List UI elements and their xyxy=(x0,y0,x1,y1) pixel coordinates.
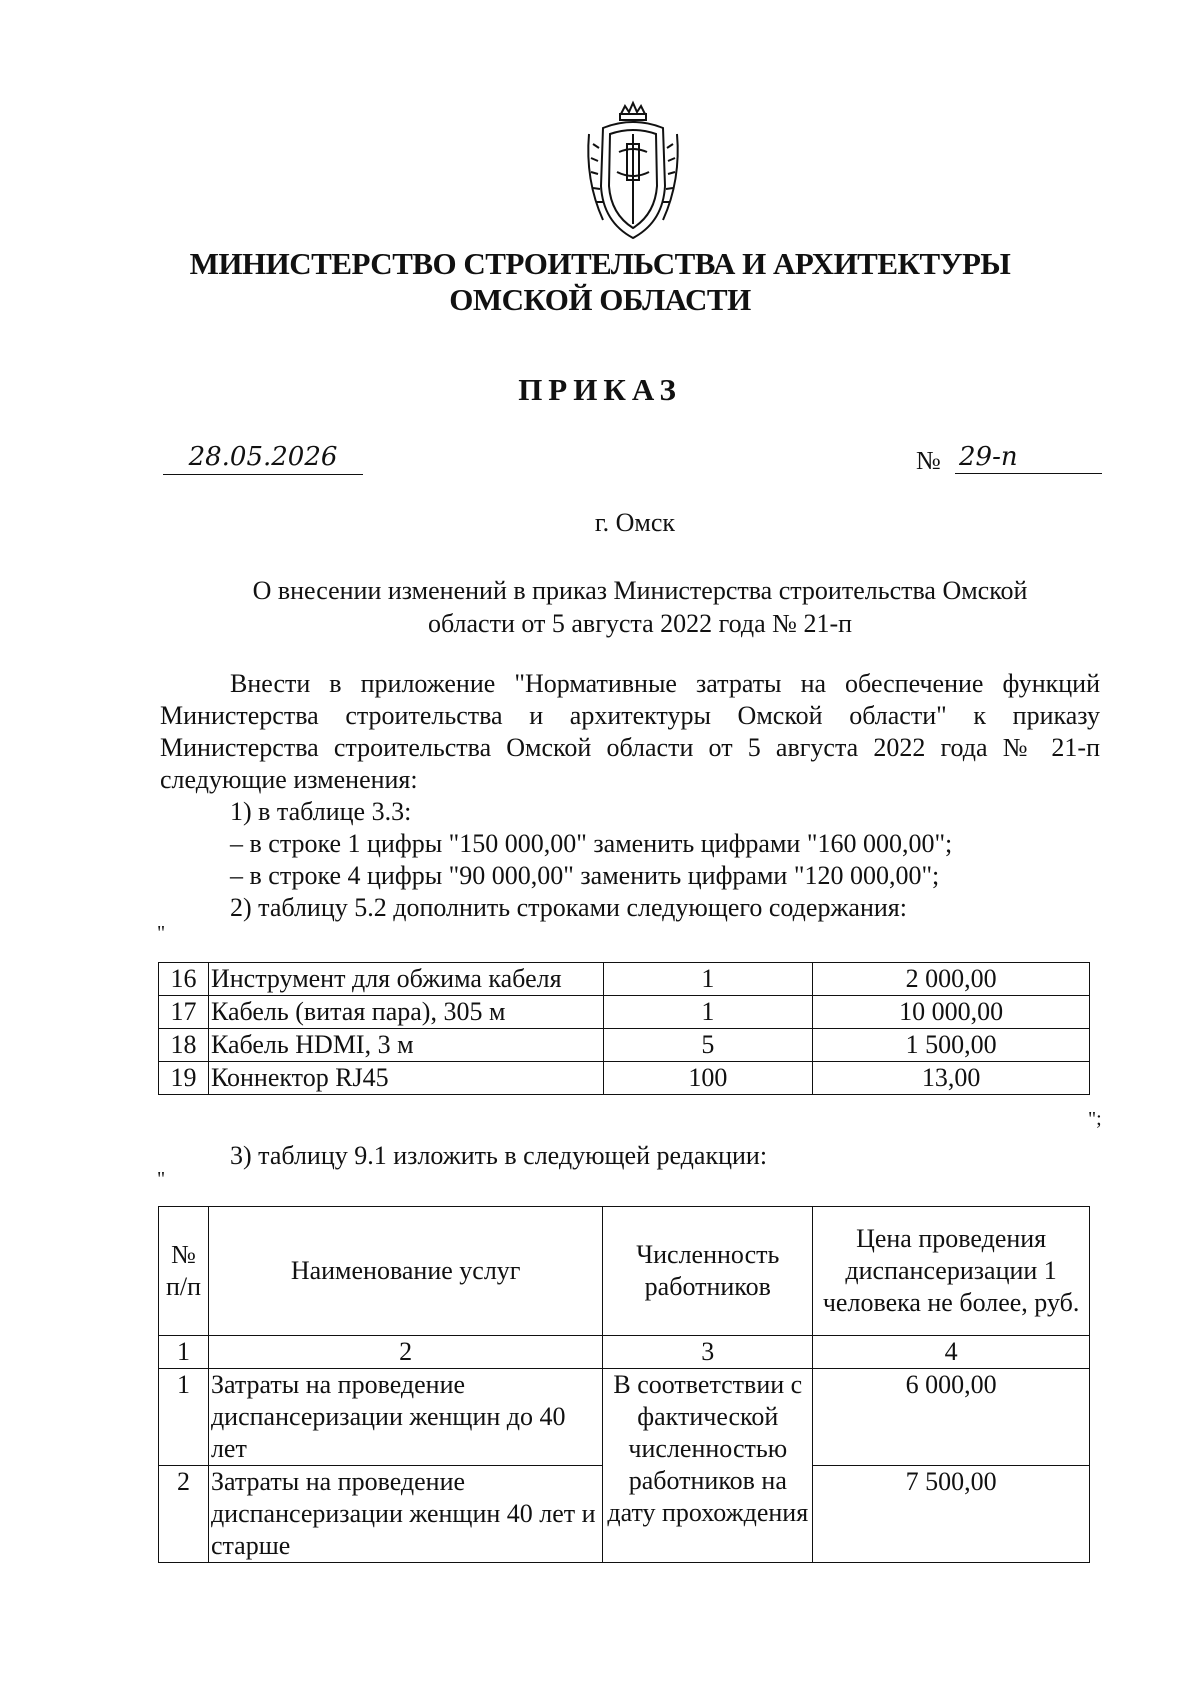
row-price: 13,00 xyxy=(813,1062,1090,1095)
header-name: Наименование услуг xyxy=(208,1207,602,1336)
table-row xyxy=(159,1369,1090,1466)
row-price: 2 000,00 xyxy=(813,963,1090,996)
city: г. Омск xyxy=(594,508,676,537)
table-header-row xyxy=(159,1207,1090,1336)
row-number: 16 xyxy=(159,963,209,996)
row-quantity: 1 xyxy=(603,963,813,996)
document-title: ПРИКАЗ xyxy=(518,372,682,407)
subject-line1: О внесении изменений в приказ Министерства строительства Омской xyxy=(252,576,1028,605)
row-name: Инструмент для обжима кабеля xyxy=(208,963,603,996)
order-date: 28.05.2026 xyxy=(163,440,363,475)
col-number: 4 xyxy=(813,1336,1090,1369)
table-row xyxy=(159,1062,1090,1095)
open-quote: " xyxy=(157,922,166,944)
row-price: 7 500,00 xyxy=(813,1466,1090,1563)
row-number: 17 xyxy=(159,996,209,1029)
intro-paragraph: Внести в приложение "Нормативные затраты на обеспечение функций Министерства строительства и архитектуры Омской области" к приказу Министерства строительства Омской области от 5 августа 2022 года № 21-п следующие изменения: xyxy=(160,669,1100,794)
number-sign: № xyxy=(916,446,941,475)
row-quantity: 100 xyxy=(603,1062,813,1095)
header-num: № п/п xyxy=(159,1207,209,1336)
col-number: 1 xyxy=(159,1336,209,1369)
table-row xyxy=(159,1029,1090,1062)
row-price: 6 000,00 xyxy=(813,1369,1090,1466)
row-name: Затраты на проведение диспансеризации женщин до 40 лет xyxy=(208,1369,602,1466)
row-name: Кабель HDMI, 3 м xyxy=(208,1029,603,1062)
subject-line2: области от 5 августа 2022 года № 21-п xyxy=(427,609,853,638)
row-number: 18 xyxy=(159,1029,209,1062)
row-name: Кабель (витая пара), 305 м xyxy=(208,996,603,1029)
table-row xyxy=(159,963,1090,996)
row-quantity: 1 xyxy=(603,996,813,1029)
item1b: – в строке 4 цифры "90 000,00" заменить цифрами "120 000,00"; xyxy=(230,861,940,890)
table-5-2-rows xyxy=(158,962,1090,1095)
table-row xyxy=(159,996,1090,1029)
row-price: 10 000,00 xyxy=(813,996,1090,1029)
item2: 2) таблицу 5.2 дополнить строками следующего содержания: xyxy=(230,893,907,922)
ministry-name-line1: МИНИСТЕРСТВО СТРОИТЕЛЬСТВА И АРХИТЕКТУРЫ xyxy=(189,246,1011,281)
item1: 1) в таблице 3.3: xyxy=(230,797,412,826)
row-number: 2 xyxy=(159,1466,209,1563)
row-number: 1 xyxy=(159,1369,209,1466)
col-number: 2 xyxy=(208,1336,602,1369)
row-name: Затраты на проведение диспансеризации женщин 40 лет и старше xyxy=(208,1466,602,1563)
column-number-row xyxy=(159,1336,1090,1369)
table-9-1 xyxy=(158,1206,1090,1563)
coat-of-arms-emblem xyxy=(583,100,683,244)
row-price: 1 500,00 xyxy=(813,1029,1090,1062)
open-quote-2: " xyxy=(157,1168,166,1190)
header-price: Цена проведения диспансеризации 1 человека не более, руб. xyxy=(813,1207,1090,1336)
row-quantity: 5 xyxy=(603,1029,813,1062)
col-number: 3 xyxy=(603,1336,813,1369)
item1a: – в строке 1 цифры "150 000,00" заменить цифрами "160 000,00"; xyxy=(230,829,953,858)
ministry-name-line2: ОМСКОЙ ОБЛАСТИ xyxy=(449,282,751,317)
item3: 3) таблицу 9.1 изложить в следующей редакции: xyxy=(230,1141,768,1170)
row-name: Коннектор RJ45 xyxy=(208,1062,603,1095)
order-number: 29-п xyxy=(955,440,1102,474)
row-number: 19 xyxy=(159,1062,209,1095)
row-count-merged: В соответствии с фактической численностью работников на дату прохождения xyxy=(603,1369,813,1563)
order-subject xyxy=(190,574,1090,640)
header-count: Численность работников xyxy=(603,1207,813,1336)
close-quote: "; xyxy=(1088,1108,1102,1130)
